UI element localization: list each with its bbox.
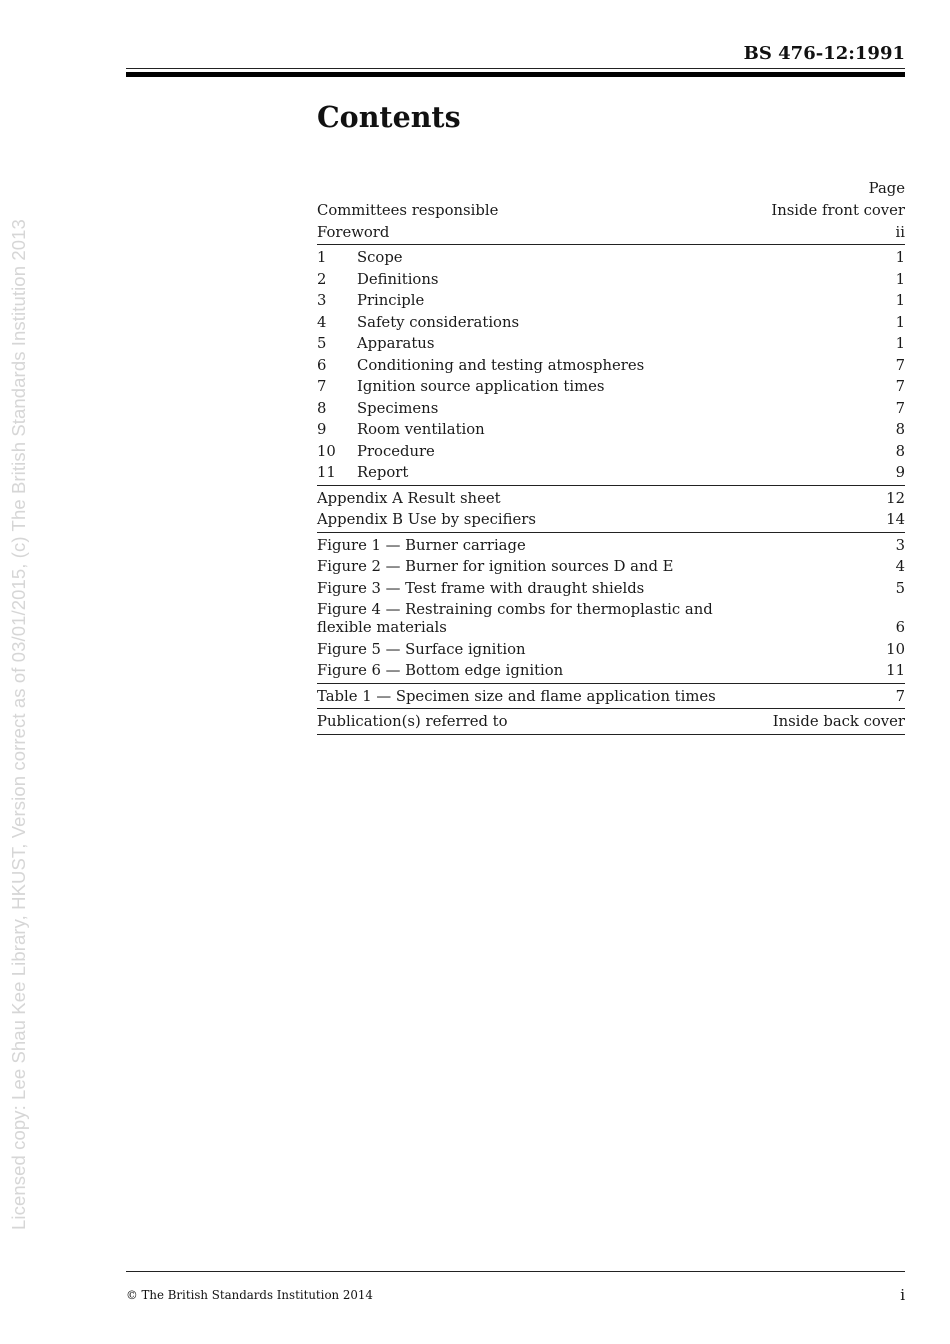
toc-entry-page: Inside front cover: [771, 202, 905, 219]
toc-figure-5[interactable]: [317, 639, 905, 661]
footer-rule: [126, 1271, 905, 1272]
clause-page: 8: [895, 442, 905, 460]
figure-page: 5: [895, 579, 905, 597]
toc-entry-committees[interactable]: [317, 200, 905, 222]
publications-title: Publication(s) referred to: [317, 713, 508, 730]
figure-title: Figure 1 — Burner carriage: [317, 536, 526, 554]
clause-page: 7: [895, 378, 905, 395]
clause-page: 7: [895, 399, 905, 417]
toc-publications: [317, 708, 905, 735]
toc-table-1[interactable]: [317, 686, 905, 708]
clause-title: Procedure: [357, 442, 435, 460]
toc-appendix-a[interactable]: [317, 488, 905, 510]
figure-title: Figure 4 — Restraining combs for thermoplastic and flexible materials: [317, 601, 713, 636]
toc-clause-4[interactable]: [317, 312, 905, 334]
appendix-page: 12: [886, 489, 905, 507]
clause-number: 2: [317, 270, 327, 288]
toc-clause-9[interactable]: [317, 419, 905, 441]
clause-title: Room ventilation: [357, 421, 485, 438]
appendix-title: Appendix B Use by specifiers: [317, 511, 536, 528]
header-rule-thin: [126, 68, 905, 69]
figure-page: 4: [895, 558, 905, 575]
toc-tables: [317, 683, 905, 709]
clause-page: 7: [895, 356, 905, 374]
toc-clause-11[interactable]: [317, 462, 905, 484]
toc-entry-foreword[interactable]: [317, 222, 905, 244]
clause-title: Ignition source application times: [357, 378, 605, 395]
clause-title: Conditioning and testing atmospheres: [357, 356, 645, 374]
clause-page: 9: [895, 464, 905, 481]
table-title: Table 1 — Specimen size and flame application times: [317, 687, 716, 705]
clause-page: 1: [895, 270, 905, 288]
clause-page: 1: [895, 292, 905, 309]
clause-title: Specimens: [357, 399, 439, 417]
appendix-title: Appendix A Result sheet: [317, 489, 501, 507]
clause-number: 3: [317, 292, 327, 309]
page-column-heading: Page: [868, 180, 905, 197]
clause-number: 5: [317, 335, 327, 352]
figure-page: 10: [886, 640, 905, 658]
clause-number: 7: [317, 378, 327, 395]
toc-entry-title: Foreword: [317, 223, 390, 241]
figure-page: 11: [886, 662, 905, 679]
clause-page: 1: [895, 335, 905, 352]
figure-title: Figure 3 — Test frame with draught shields: [317, 579, 645, 597]
clause-title: Definitions: [357, 270, 439, 288]
toc-clause-2[interactable]: [317, 269, 905, 291]
header-rule-thick: [126, 72, 905, 77]
toc-figure-1[interactable]: [317, 535, 905, 557]
toc-figure-6[interactable]: [317, 660, 905, 682]
toc-clause-5[interactable]: [317, 333, 905, 355]
figure-title: Figure 6 — Bottom edge ignition: [317, 662, 564, 679]
toc-figures: [317, 532, 905, 683]
clause-title: Apparatus: [357, 335, 435, 352]
clause-number: 9: [317, 421, 327, 438]
clause-title: Report: [357, 464, 409, 481]
toc-entry-title: Committees responsible: [317, 202, 499, 219]
toc-clause-7[interactable]: [317, 376, 905, 398]
figure-title: Figure 2 — Burner for ignition sources D and E: [317, 558, 674, 575]
clause-number: 1: [317, 249, 327, 266]
figure-title: Figure 5 — Surface ignition: [317, 640, 526, 658]
clause-page: 8: [895, 421, 905, 438]
toc-clause-8[interactable]: [317, 398, 905, 420]
toc-clause-3[interactable]: [317, 290, 905, 312]
toc-clause-10[interactable]: [317, 441, 905, 463]
page-number: i: [900, 1286, 905, 1304]
appendix-page: 14: [886, 511, 905, 528]
clause-page: 1: [895, 313, 905, 331]
clause-title: Scope: [357, 249, 403, 266]
toc-figure-3[interactable]: [317, 578, 905, 600]
toc-publications-entry[interactable]: [317, 711, 905, 733]
clause-number: 6: [317, 356, 327, 374]
toc-appendices: [317, 485, 905, 532]
clause-number: 8: [317, 399, 327, 417]
page-title: Contents: [317, 100, 461, 134]
license-watermark: Licensed copy: Lee Shau Kee Library, HKUST, Version correct as of 03/01/2015, (c) The British Standards Institution 2013: [8, 219, 29, 1230]
toc-entry-page: ii: [895, 223, 905, 241]
clause-number: 11: [317, 464, 336, 481]
toc-clauses: [317, 244, 905, 485]
toc-front-matter: [317, 200, 905, 244]
table-page: 7: [895, 687, 905, 705]
table-of-contents: [317, 178, 905, 735]
clause-page: 1: [895, 249, 905, 266]
toc-appendix-b[interactable]: [317, 509, 905, 531]
publications-page: Inside back cover: [772, 713, 905, 730]
clause-title: Principle: [357, 292, 425, 309]
toc-figure-4[interactable]: [317, 599, 905, 639]
document-id: BS 476-12:1991: [743, 43, 905, 64]
toc-figure-2[interactable]: [317, 556, 905, 578]
figure-page: 3: [895, 536, 905, 554]
clause-number: 10: [317, 442, 336, 460]
copyright-notice: © The British Standards Institution 2014: [126, 1288, 373, 1302]
clause-number: 4: [317, 313, 327, 331]
toc-clause-1[interactable]: [317, 247, 905, 269]
toc-clause-6[interactable]: [317, 355, 905, 377]
figure-page: 6: [895, 619, 905, 636]
clause-title: Safety considerations: [357, 313, 520, 331]
